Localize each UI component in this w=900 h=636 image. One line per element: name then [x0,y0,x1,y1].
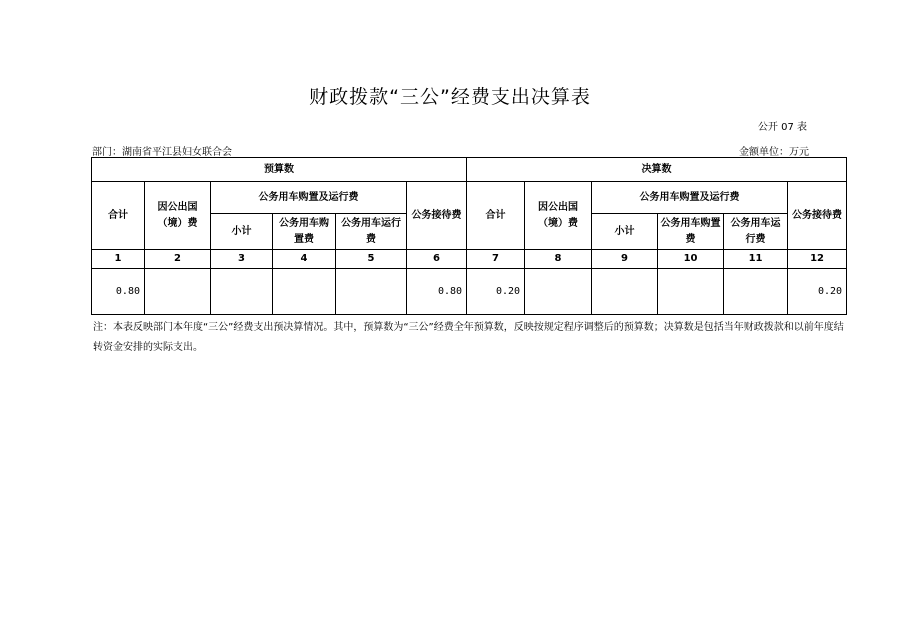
final-subtotal-header: 小计 [592,214,658,250]
final-reception-header: 公务接待费 [788,182,847,250]
final-vehicle-purchase-header: 公务用车购置费 [658,214,724,250]
final-abroad-header: 因公出国（境）费 [525,182,592,250]
final-group-header: 决算数 [467,158,847,182]
amount-unit-label: 金额单位：万元 [739,147,809,158]
column-number: 6 [407,250,467,269]
table-number: 公开 07 表 [757,122,807,133]
budget-reception-value: 0.80 [407,269,467,315]
final-vehicle-purchase-value [658,269,724,315]
page-title: 财政拨款“三公”经费支出决算表 [309,86,591,108]
final-vehicle-group-header: 公务用车购置及运行费 [592,182,788,214]
final-vehicle-operation-value [724,269,788,315]
final-total-header: 合计 [467,182,525,250]
budget-total-header: 合计 [92,182,145,250]
budget-vehicle-purchase-header: 公务用车购置费 [273,214,336,250]
column-number: 9 [592,250,658,269]
column-number: 8 [525,250,592,269]
column-number: 10 [658,250,724,269]
final-total-value: 0.20 [467,269,525,315]
table-note: 注：本表反映部门本年度“三公”经费支出预决算情况。其中，预算数为“三公”经费全年预算数，反映按规定程序调整后的预算数；决算数是包括当年财政拨款和以前年度结转资金安排的实际支出。 [93,322,844,353]
column-number: 7 [467,250,525,269]
column-number: 11 [724,250,788,269]
budget-abroad-value [145,269,211,315]
column-number: 1 [92,250,145,269]
budget-group-header: 预算数 [92,158,467,182]
budget-total-value: 0.80 [92,269,145,315]
column-number: 12 [788,250,847,269]
budget-reception-header: 公务接待费 [407,182,467,250]
final-vehicle-operation-header: 公务用车运行费 [724,214,788,250]
budget-vehicle-group-header: 公务用车购置及运行费 [211,182,407,214]
final-reception-value: 0.20 [788,269,847,315]
column-number: 5 [336,250,407,269]
budget-subtotal-value [211,269,273,315]
final-abroad-value [525,269,592,315]
column-number: 3 [211,250,273,269]
budget-vehicle-operation-header: 公务用车运行费 [336,214,407,250]
budget-vehicle-purchase-value [273,269,336,315]
three-public-expenses-table [91,157,847,315]
department-label: 部门：湖南省平江县妇女联合会 [92,147,232,158]
budget-subtotal-header: 小计 [211,214,273,250]
column-number: 2 [145,250,211,269]
budget-abroad-header: 因公出国（境）费 [145,182,211,250]
budget-vehicle-operation-value [336,269,407,315]
final-subtotal-value [592,269,658,315]
column-number: 4 [273,250,336,269]
